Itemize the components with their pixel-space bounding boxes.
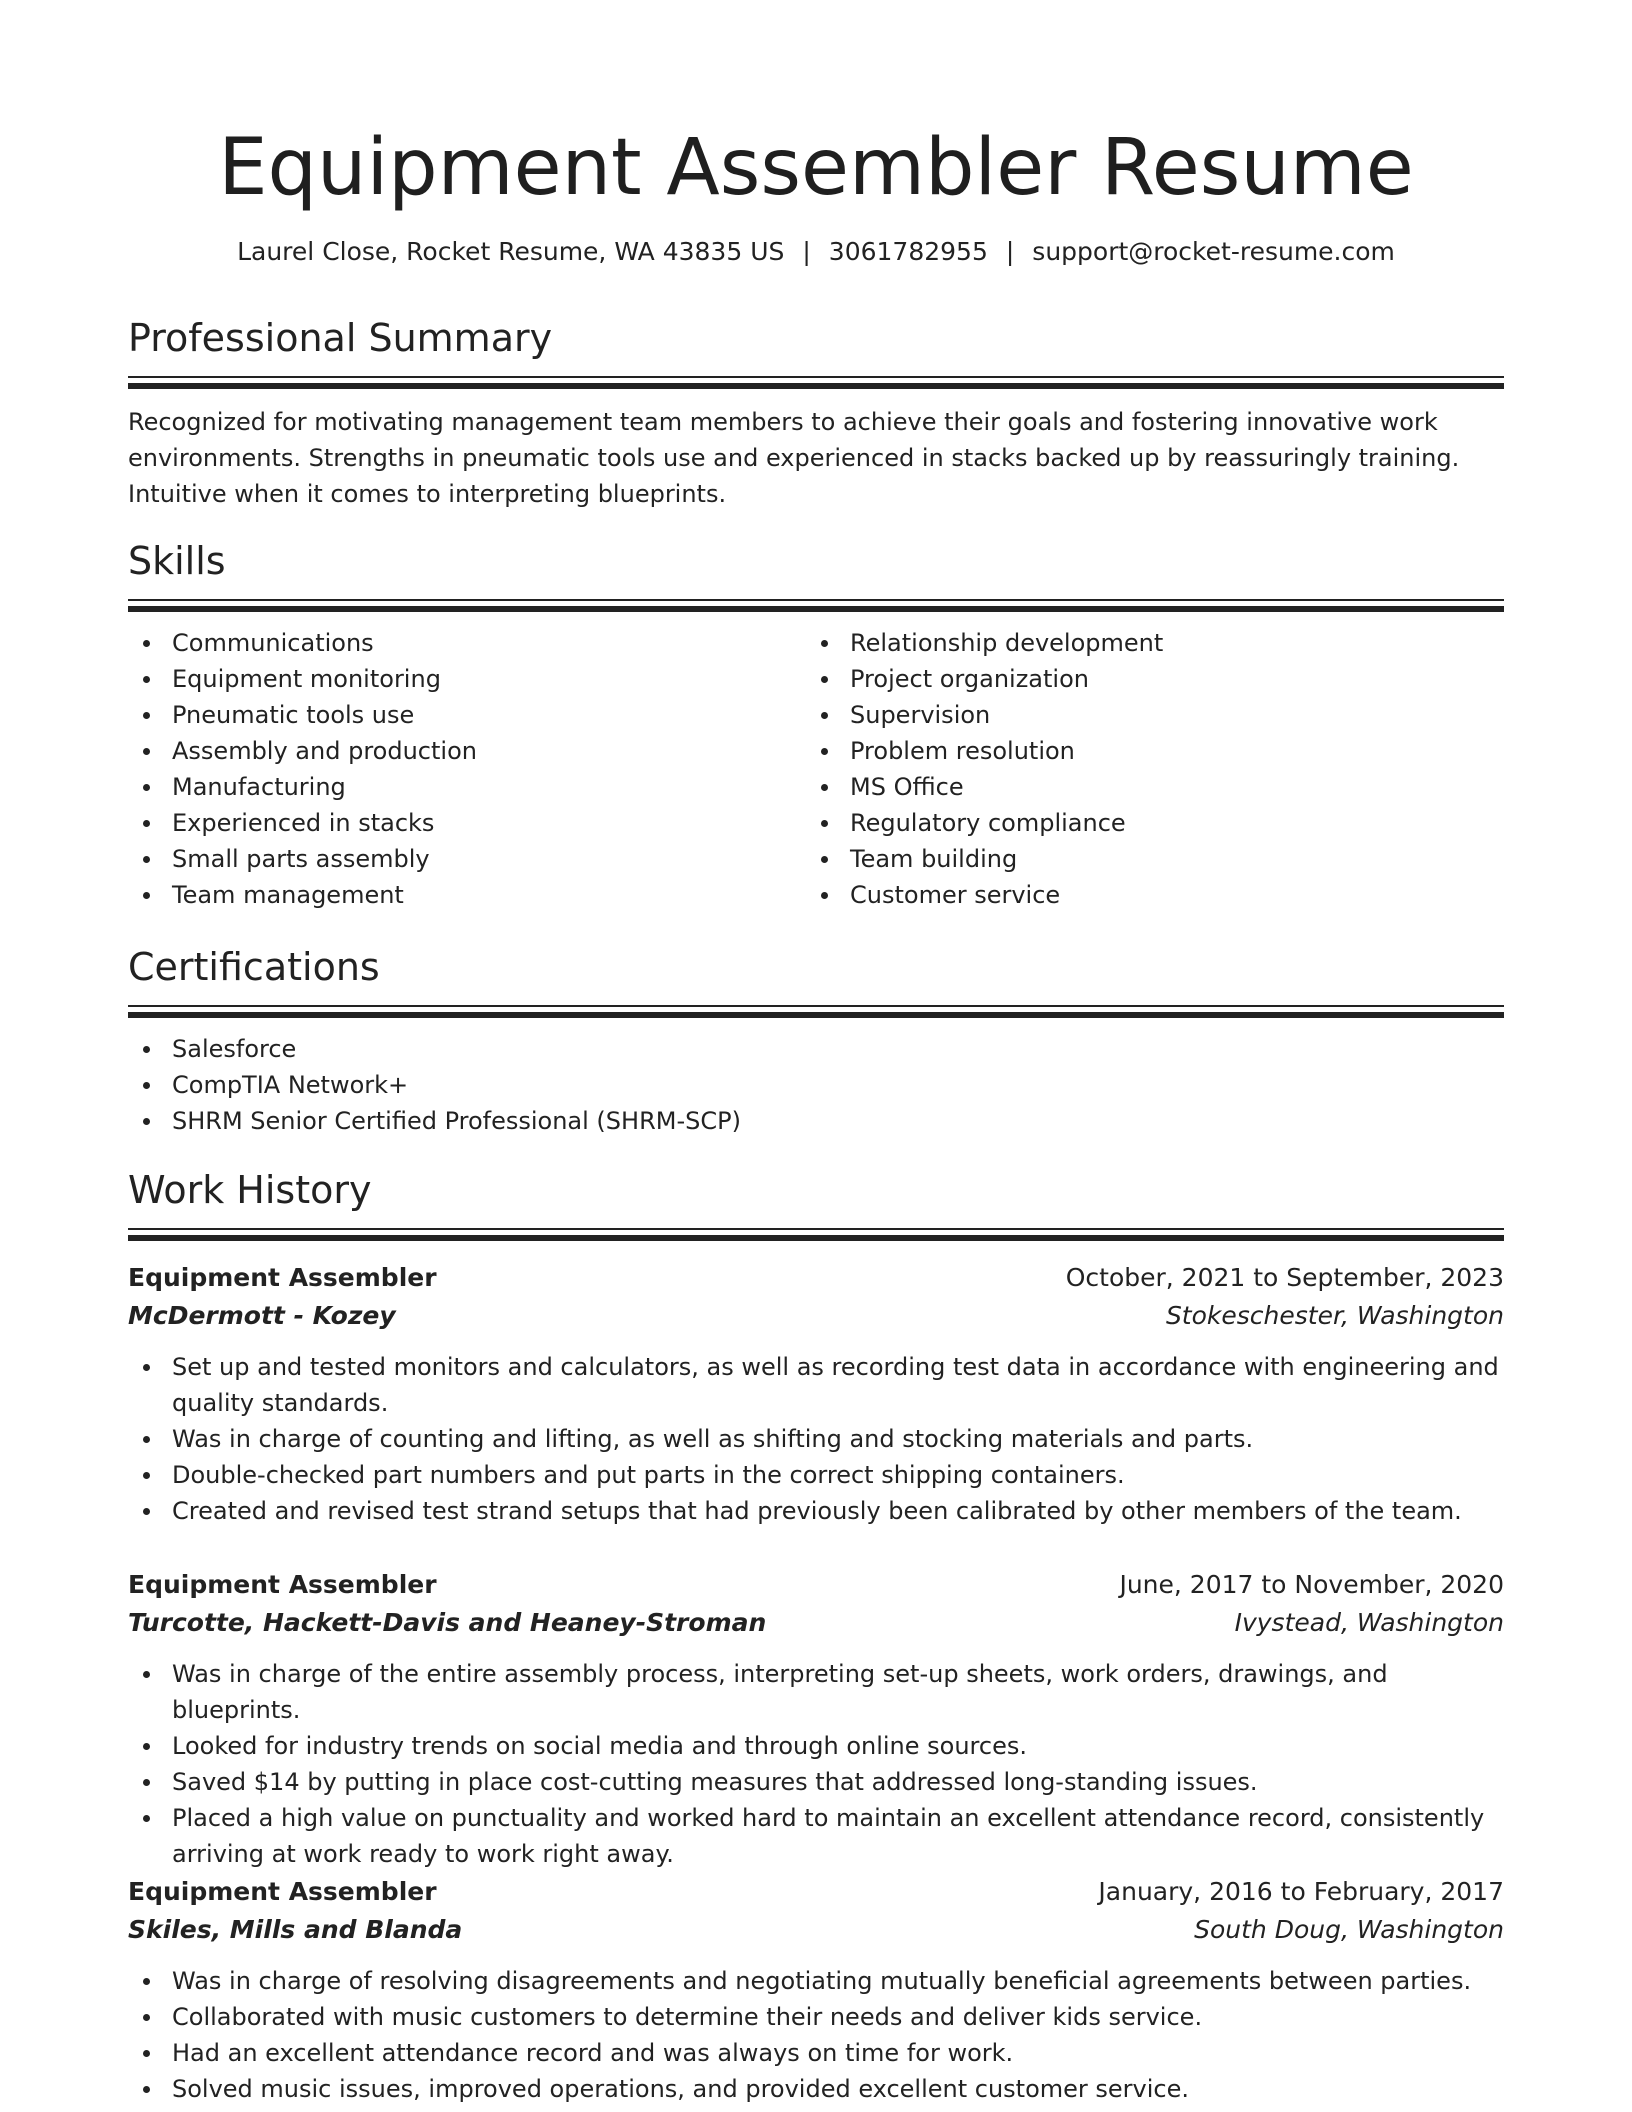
job-subheader [128,1297,1504,1335]
job-location: Ivystead, Washington [1234,1608,1504,1637]
skill-item: Team building [850,841,1484,877]
contact-phone: 3061782955 [828,237,988,266]
skills-column-left [128,625,806,913]
job-bullet: Was in charge of the entire assembly process, interpreting set-up sheets, work orders, drawings, and blueprints. [172,1656,1504,1728]
job-entry [128,1873,1504,2107]
section-divider [128,1228,1504,1240]
skill-item: Supervision [850,697,1484,733]
contact-separator: | [802,237,811,266]
job-company: Skiles, Mills and Blanda [128,1915,463,1944]
job-title: Equipment Assembler [128,1877,437,1906]
job-company: Turcotte, Hackett-Davis and Heaney-Stroman [128,1608,767,1637]
skill-item: Pneumatic tools use [172,697,806,733]
skill-item: MS Office [850,769,1484,805]
job-subheader [128,1911,1504,1949]
skill-item: Equipment monitoring [172,661,806,697]
job-bullets [128,1656,1504,1872]
job-entry [128,1259,1504,1529]
work-history-section [128,1166,1504,1240]
skill-item: Project organization [850,661,1484,697]
summary-text: Recognized for motivating management team members to achieve their goals and fostering innovative work environments. Strengths in pneumatic tools use and experienced in stacks backed up by reassuringly training. Intuitive when it comes to interpreting blueprints. [128,408,1460,508]
skill-item: Problem resolution [850,733,1484,769]
job-dates: June, 2017 to November, 2020 [1119,1570,1504,1599]
job-dates: January, 2016 to February, 2017 [1098,1877,1504,1906]
job-bullet: Solved music issues, improved operations, and provided excellent customer service. [172,2071,1504,2107]
contact-address: Laurel Close, Rocket Resume, WA 43835 US [237,237,785,266]
skill-item: Regulatory compliance [850,805,1484,841]
contact-email[interactable]: support@rocket-resume.com [1032,237,1395,266]
contact-line [128,234,1504,270]
certification-item: Salesforce [172,1031,1504,1067]
job-subheader [128,1604,1504,1642]
resume-page [128,0,1504,2103]
skill-item: Customer service [850,877,1484,913]
job-header [128,1259,1504,1297]
job-bullet: Was in charge of counting and lifting, as well as shifting and stocking materials and parts. [172,1421,1504,1457]
section-divider [128,1005,1504,1017]
job-location: South Doug, Washington [1194,1915,1504,1944]
section-heading-summary: Professional Summary [128,316,553,360]
job-bullet: Had an excellent attendance record and was always on time for work. [172,2035,1504,2071]
job-location: Stokeschester, Washington [1165,1301,1504,1330]
job-bullets [128,1349,1504,1529]
section-heading-certifications: Certifications [128,945,380,989]
certifications-list [128,1031,1504,1139]
skills-column-right [806,625,1484,913]
resume-title: Equipment Assembler Resume [218,123,1414,213]
section-divider [128,376,1504,388]
section-heading-work-history: Work History [128,1168,372,1212]
job-title: Equipment Assembler [128,1570,437,1599]
job-title: Equipment Assembler [128,1263,437,1292]
job-bullet: Double-checked part numbers and put parts in the correct shipping containers. [172,1457,1504,1493]
skill-item: Manufacturing [172,769,806,805]
skills-list-right [806,625,1484,913]
skill-item: Assembly and production [172,733,806,769]
job-bullet: Looked for industry trends on social media and through online sources. [172,1728,1504,1764]
certification-item: SHRM Senior Certified Professional (SHRM-SCP) [172,1103,1504,1139]
certifications-section [128,943,1504,1139]
skill-item: Experienced in stacks [172,805,806,841]
section-divider [128,599,1504,611]
job-header [128,1566,1504,1604]
skill-item: Communications [172,625,806,661]
job-bullet: Was in charge of resolving disagreements and negotiating mutually beneficial agreements between parties. [172,1963,1504,1999]
job-bullet: Created and revised test strand setups that had previously been calibrated by other members of the team. [172,1493,1504,1529]
skill-item: Small parts assembly [172,841,806,877]
skill-item: Relationship development [850,625,1484,661]
job-dates: October, 2021 to September, 2023 [1065,1263,1504,1292]
section-heading-skills: Skills [128,539,226,583]
job-bullets [128,1963,1504,2107]
skills-list-left [128,625,806,913]
job-bullet: Set up and tested monitors and calculators, as well as recording test data in accordance with engineering and quality standards. [172,1349,1504,1421]
job-bullet: Placed a high value on punctuality and worked hard to maintain an excellent attendance record, consistently arriving at work ready to work right away. [172,1800,1504,1872]
job-bullet: Saved $14 by putting in place cost-cutting measures that addressed long-standing issues. [172,1764,1504,1800]
contact-separator: | [1005,237,1015,266]
job-bullet: Collaborated with music customers to determine their needs and deliver kids service. [172,1999,1504,2035]
job-entry [128,1566,1504,1872]
certification-item: CompTIA Network+ [172,1067,1504,1103]
summary-section [128,314,1504,512]
job-company: McDermott - Kozey [128,1301,396,1330]
skill-item: Team management [172,877,806,913]
skills-section [128,537,1504,913]
skills-columns [128,625,1504,913]
job-header [128,1873,1504,1911]
